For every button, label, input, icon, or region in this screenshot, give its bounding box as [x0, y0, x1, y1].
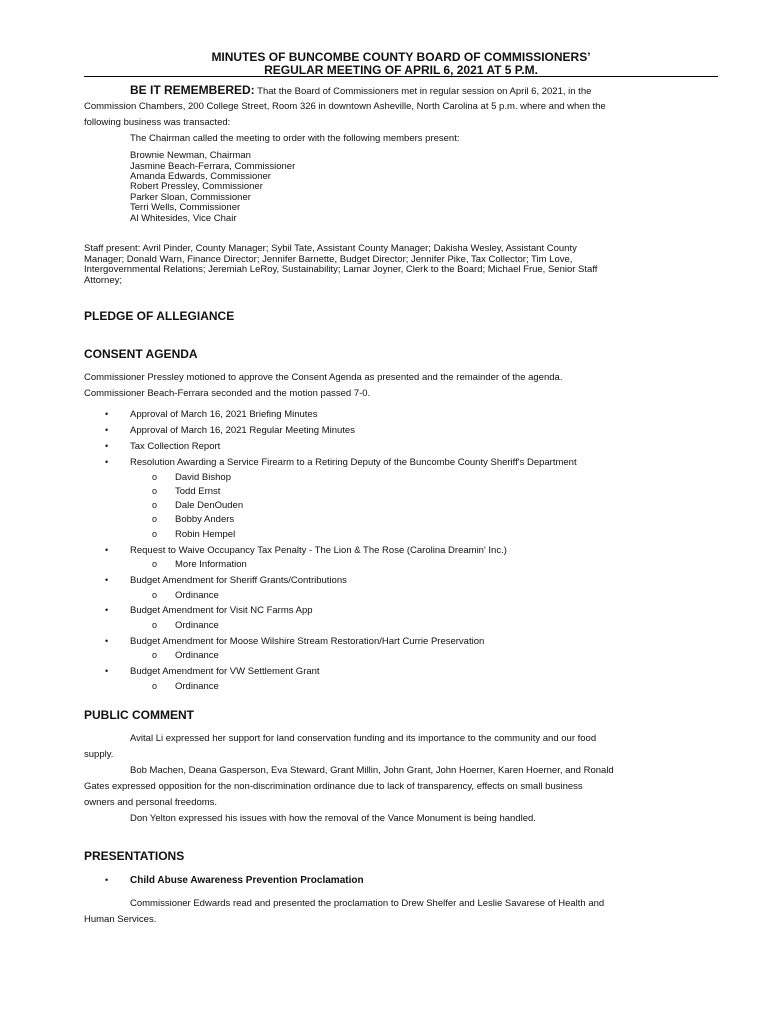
member-name: Jasmine Beach-Ferrara, Commissioner — [130, 161, 296, 172]
bullet-icon: • — [105, 425, 109, 435]
sub-bullet-icon: o — [152, 472, 158, 482]
sub-bullet-icon: o — [152, 514, 158, 524]
deputy-name: David Bishop — [175, 472, 231, 483]
comment-line: supply. — [84, 749, 114, 760]
intro-lead: BE IT REMEMBERED: — [130, 83, 255, 97]
sub-bullet-icon: o — [152, 590, 158, 600]
agenda-item: Resolution Awarding a Service Firearm to a Retiring Deputy of the Buncombe County Sheriff's Department — [130, 457, 577, 468]
deputy-name: Robin Hempel — [175, 529, 236, 540]
sub-bullet-icon: o — [152, 500, 158, 510]
bullet-icon: • — [105, 409, 109, 419]
member-name: Brownie Newman, Chairman — [130, 150, 251, 161]
comment-line: Don Yelton expressed his issues with how the removal of the Vance Monument is being handled. — [130, 813, 536, 824]
staff-line: Staff present: Avril Pinder, County Manager; Sybil Tate, Assistant County Manager; Dakisha Wesley, Assistant County — [84, 243, 577, 254]
agenda-item: Budget Amendment for Moose Wilshire Stream Restoration/Hart Currie Preservation — [130, 636, 485, 647]
bullet-icon: • — [105, 666, 109, 676]
ordinance: Ordinance — [175, 590, 219, 601]
bullet-icon: • — [105, 441, 109, 451]
title-rule — [84, 76, 718, 77]
bullet-icon: • — [105, 875, 109, 885]
comment-line: Gates expressed opposition for the non-discrimination ordinance due to lack of transparency, effects on small business — [84, 781, 583, 792]
agenda-item: Budget Amendment for VW Settlement Grant — [130, 666, 320, 677]
sub-bullet-icon: o — [152, 529, 158, 539]
sub-bullet-icon: o — [152, 650, 158, 660]
staff-line: Attorney; — [84, 275, 123, 286]
title-line-1: MINUTES OF BUNCOMBE COUNTY BOARD OF COMMISSIONERS’ — [211, 50, 591, 64]
deputy-name: Todd Ernst — [175, 486, 221, 497]
ordinance: Ordinance — [175, 681, 219, 692]
member-name: Robert Pressley, Commissioner — [130, 181, 263, 192]
member-name: Terri Wells, Commissioner — [130, 202, 241, 213]
presentation-line: Human Services. — [84, 914, 157, 925]
bullet-icon: • — [105, 545, 109, 555]
intro-line-1 — [130, 84, 591, 98]
member-name: Al Whitesides, Vice Chair — [130, 213, 237, 224]
public-comment-heading: PUBLIC COMMENT — [84, 708, 194, 722]
deputy-name: Dale DenOuden — [175, 500, 244, 511]
ordinance: Ordinance — [175, 650, 219, 661]
intro-line-3: following business was transacted: — [84, 117, 231, 128]
agenda-item: Tax Collection Report — [130, 441, 221, 452]
member-name: Parker Sloan, Commissioner — [130, 192, 251, 203]
agenda-item: Budget Amendment for Sheriff Grants/Contributions — [130, 575, 347, 586]
comment-line: Avital Li expressed her support for land conservation funding and its importance to the community and our food — [130, 733, 597, 744]
agenda-item: Request to Waive Occupancy Tax Penalty - The Lion & The Rose (Carolina Dreamin' Inc.) — [130, 545, 507, 556]
consent-heading: CONSENT AGENDA — [84, 347, 198, 361]
comment-line: Bob Machen, Deana Gasperson, Eva Steward, Grant Millin, John Grant, John Hoerner, Karen Hoerner, and Ronald — [130, 765, 614, 776]
sub-bullet-icon: o — [152, 620, 158, 630]
presentation-line: Commissioner Edwards read and presented the proclamation to Drew Shelfer and Leslie Savarese of Health and — [130, 898, 605, 909]
bullet-icon: • — [105, 605, 109, 615]
bullet-icon: • — [105, 575, 109, 585]
bullet-icon: • — [105, 457, 109, 467]
staff-line: Manager; Donald Warn, Finance Director; Jennifer Barnette, Budget Director; Jennifer Pike, Tax Collector; Tim Love, — [84, 254, 573, 265]
title-line-2: REGULAR MEETING OF APRIL 6, 2021 AT 5 P.M. — [264, 63, 538, 77]
bullet-icon: • — [105, 636, 109, 646]
consent-motion-line-1: Commissioner Pressley motioned to approve the Consent Agenda as presented and the remainder of the agenda. — [84, 372, 563, 383]
more-information: More Information — [175, 559, 247, 570]
sub-bullet-icon: o — [152, 486, 158, 496]
deputy-name: Bobby Anders — [175, 514, 235, 525]
sub-bullet-icon: o — [152, 681, 158, 691]
sub-bullet-icon: o — [152, 559, 158, 569]
presentations-heading: PRESENTATIONS — [84, 849, 185, 863]
consent-motion-line-2: Commissioner Beach-Ferrara seconded and the motion passed 7-0. — [84, 388, 371, 399]
agenda-item: Approval of March 16, 2021 Briefing Minutes — [130, 409, 318, 420]
pledge-heading: PLEDGE OF ALLEGIANCE — [84, 309, 235, 323]
staff-line: Intergovernmental Relations; Jeremiah LeRoy, Sustainability; Lamar Joyner, Clerk to the Board; Michael Frue, Senior Staff — [84, 264, 598, 275]
member-name: Amanda Edwards, Commissioner — [130, 171, 271, 182]
agenda-item: Approval of March 16, 2021 Regular Meeting Minutes — [130, 425, 355, 436]
ordinance: Ordinance — [175, 620, 219, 631]
agenda-item: Budget Amendment for Visit NC Farms App — [130, 605, 313, 616]
comment-line: owners and personal freedoms. — [84, 797, 218, 808]
intro-text: That the Board of Commissioners met in regular session on April 6, 2021, in the — [254, 86, 592, 97]
presentation-item: Child Abuse Awareness Prevention Proclamation — [130, 875, 364, 886]
called-to-order: The Chairman called the meeting to order with the following members present: — [130, 133, 460, 144]
intro-line-2: Commission Chambers, 200 College Street, Room 326 in downtown Asheville, North Carolina at 5 p.m. where and when the — [84, 101, 606, 112]
